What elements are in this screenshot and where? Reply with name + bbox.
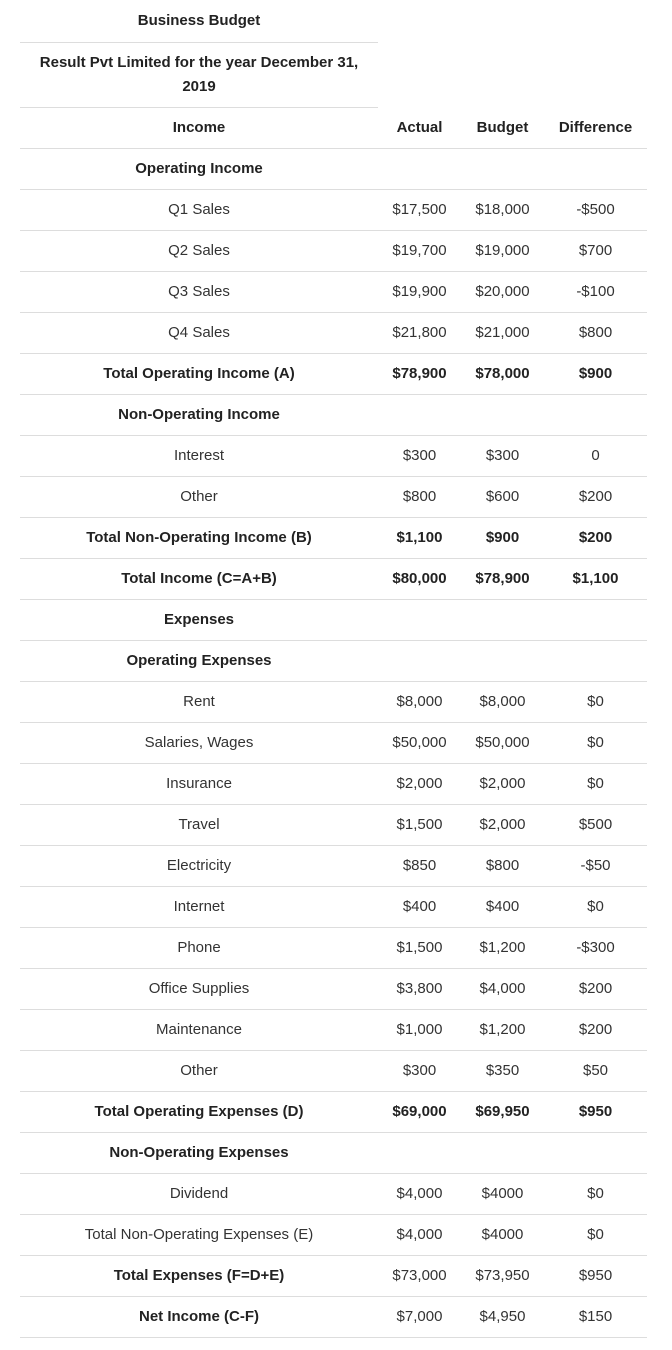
title-row: [20, 0, 647, 43]
row-label: Q4 Sales: [20, 313, 378, 354]
table-row: [20, 846, 647, 887]
column-header-budget: Budget: [461, 108, 544, 149]
table-row: [20, 805, 647, 846]
row-label: Operating Income: [20, 149, 378, 190]
row-label: Dividend: [20, 1174, 378, 1215]
row-budget: [461, 149, 544, 190]
row-budget: [461, 1133, 544, 1174]
row-budget: [461, 600, 544, 641]
row-actual: [378, 395, 461, 436]
row-actual: [378, 641, 461, 682]
row-label: Non-Operating Expenses: [20, 1133, 378, 1174]
row-actual: $800: [378, 477, 461, 518]
row-budget: $8,000: [461, 682, 544, 723]
row-label: Phone: [20, 928, 378, 969]
row-budget: $1,200: [461, 1010, 544, 1051]
column-header-income: Income: [20, 108, 378, 149]
row-difference: $800: [544, 313, 647, 354]
row-label: Interest: [20, 436, 378, 477]
row-budget: $73,950: [461, 1256, 544, 1297]
row-difference: [544, 149, 647, 190]
row-label: Electricity: [20, 846, 378, 887]
row-difference: $500: [544, 805, 647, 846]
row-actual: $3,800: [378, 969, 461, 1010]
table-row: [20, 1051, 647, 1092]
row-budget: $1,200: [461, 928, 544, 969]
row-budget: $4,000: [461, 969, 544, 1010]
row-actual: $2,000: [378, 764, 461, 805]
table-row: [20, 887, 647, 928]
table-row: [20, 1215, 647, 1256]
row-label: Expenses: [20, 600, 378, 641]
table-row: [20, 477, 647, 518]
row-budget: $350: [461, 1051, 544, 1092]
budget-table: [20, 0, 647, 1338]
row-budget: $4000: [461, 1174, 544, 1215]
row-label: Q2 Sales: [20, 231, 378, 272]
row-difference: $200: [544, 477, 647, 518]
table-row: [20, 149, 647, 190]
table-row: [20, 723, 647, 764]
row-actual: $78,900: [378, 354, 461, 395]
row-budget: $2,000: [461, 764, 544, 805]
row-label: Q3 Sales: [20, 272, 378, 313]
table-row: [20, 1297, 647, 1338]
row-difference: $0: [544, 1174, 647, 1215]
row-actual: $1,100: [378, 518, 461, 559]
row-label: Total Operating Expenses (D): [20, 1092, 378, 1133]
row-actual: $850: [378, 846, 461, 887]
column-header-difference: Difference: [544, 108, 647, 149]
row-difference: [544, 641, 647, 682]
row-difference: -$300: [544, 928, 647, 969]
row-budget: $69,950: [461, 1092, 544, 1133]
row-label: Q1 Sales: [20, 190, 378, 231]
row-difference: $700: [544, 231, 647, 272]
subtitle-row: [20, 43, 647, 108]
row-difference: $0: [544, 723, 647, 764]
row-label: Non-Operating Income: [20, 395, 378, 436]
row-difference: [544, 1133, 647, 1174]
row-difference: -$50: [544, 846, 647, 887]
row-difference: $950: [544, 1256, 647, 1297]
row-label: Other: [20, 477, 378, 518]
row-budget: $4000: [461, 1215, 544, 1256]
table-row: [20, 518, 647, 559]
row-difference: $0: [544, 682, 647, 723]
row-budget: $4,950: [461, 1297, 544, 1338]
row-difference: $0: [544, 1215, 647, 1256]
column-header-actual: Actual: [378, 108, 461, 149]
row-label: Total Expenses (F=D+E): [20, 1256, 378, 1297]
row-label: Maintenance: [20, 1010, 378, 1051]
row-difference: $200: [544, 1010, 647, 1051]
row-actual: $300: [378, 436, 461, 477]
row-difference: -$100: [544, 272, 647, 313]
table-row: [20, 1010, 647, 1051]
row-label: Internet: [20, 887, 378, 928]
table-subtitle: Result Pvt Limited for the year December 31, 2019: [20, 43, 378, 108]
row-actual: $4,000: [378, 1174, 461, 1215]
row-label: Total Non-Operating Income (B): [20, 518, 378, 559]
row-label: Total Income (C=A+B): [20, 559, 378, 600]
row-budget: $2,000: [461, 805, 544, 846]
table-row: [20, 600, 647, 641]
row-label: Insurance: [20, 764, 378, 805]
row-label: Net Income (C-F): [20, 1297, 378, 1338]
row-budget: $50,000: [461, 723, 544, 764]
table-row: [20, 190, 647, 231]
row-difference: $150: [544, 1297, 647, 1338]
row-difference: $50: [544, 1051, 647, 1092]
row-difference: $200: [544, 518, 647, 559]
row-actual: $8,000: [378, 682, 461, 723]
row-budget: $300: [461, 436, 544, 477]
column-header-row: [20, 108, 647, 149]
row-actual: $1,500: [378, 805, 461, 846]
row-difference: $200: [544, 969, 647, 1010]
table-row: [20, 682, 647, 723]
table-row: [20, 1174, 647, 1215]
row-label: Total Non-Operating Expenses (E): [20, 1215, 378, 1256]
row-label: Travel: [20, 805, 378, 846]
table-row: [20, 1133, 647, 1174]
table-row: [20, 969, 647, 1010]
row-actual: $400: [378, 887, 461, 928]
table-row: [20, 928, 647, 969]
table-row: [20, 231, 647, 272]
table-row: [20, 1256, 647, 1297]
row-actual: $50,000: [378, 723, 461, 764]
row-actual: $17,500: [378, 190, 461, 231]
row-difference: [544, 600, 647, 641]
row-label: Office Supplies: [20, 969, 378, 1010]
row-difference: [544, 395, 647, 436]
row-difference: 0: [544, 436, 647, 477]
row-label: Rent: [20, 682, 378, 723]
row-label: Operating Expenses: [20, 641, 378, 682]
row-budget: [461, 641, 544, 682]
row-budget: [461, 395, 544, 436]
row-budget: $400: [461, 887, 544, 928]
row-actual: $73,000: [378, 1256, 461, 1297]
row-actual: [378, 149, 461, 190]
row-actual: $1,000: [378, 1010, 461, 1051]
table-row: [20, 313, 647, 354]
row-label: Total Operating Income (A): [20, 354, 378, 395]
row-budget: $78,900: [461, 559, 544, 600]
table-row: [20, 559, 647, 600]
table-title: Business Budget: [20, 0, 378, 43]
row-actual: $300: [378, 1051, 461, 1092]
row-actual: $80,000: [378, 559, 461, 600]
row-actual: $19,900: [378, 272, 461, 313]
row-label: Salaries, Wages: [20, 723, 378, 764]
row-budget: $800: [461, 846, 544, 887]
row-difference: -$500: [544, 190, 647, 231]
row-actual: [378, 1133, 461, 1174]
table-row: [20, 641, 647, 682]
row-difference: $950: [544, 1092, 647, 1133]
table-row: [20, 354, 647, 395]
row-actual: $21,800: [378, 313, 461, 354]
row-budget: $19,000: [461, 231, 544, 272]
row-actual: [378, 600, 461, 641]
row-difference: $1,100: [544, 559, 647, 600]
row-difference: $0: [544, 764, 647, 805]
row-budget: $600: [461, 477, 544, 518]
row-difference: $0: [544, 887, 647, 928]
row-budget: $78,000: [461, 354, 544, 395]
row-label: Other: [20, 1051, 378, 1092]
table-row: [20, 395, 647, 436]
row-budget: $21,000: [461, 313, 544, 354]
table-row: [20, 272, 647, 313]
row-budget: $900: [461, 518, 544, 559]
table-row: [20, 436, 647, 477]
table-row: [20, 1092, 647, 1133]
row-actual: $1,500: [378, 928, 461, 969]
row-actual: $4,000: [378, 1215, 461, 1256]
row-actual: $19,700: [378, 231, 461, 272]
row-actual: $7,000: [378, 1297, 461, 1338]
row-actual: $69,000: [378, 1092, 461, 1133]
table-row: [20, 764, 647, 805]
row-difference: $900: [544, 354, 647, 395]
row-budget: $20,000: [461, 272, 544, 313]
row-budget: $18,000: [461, 190, 544, 231]
